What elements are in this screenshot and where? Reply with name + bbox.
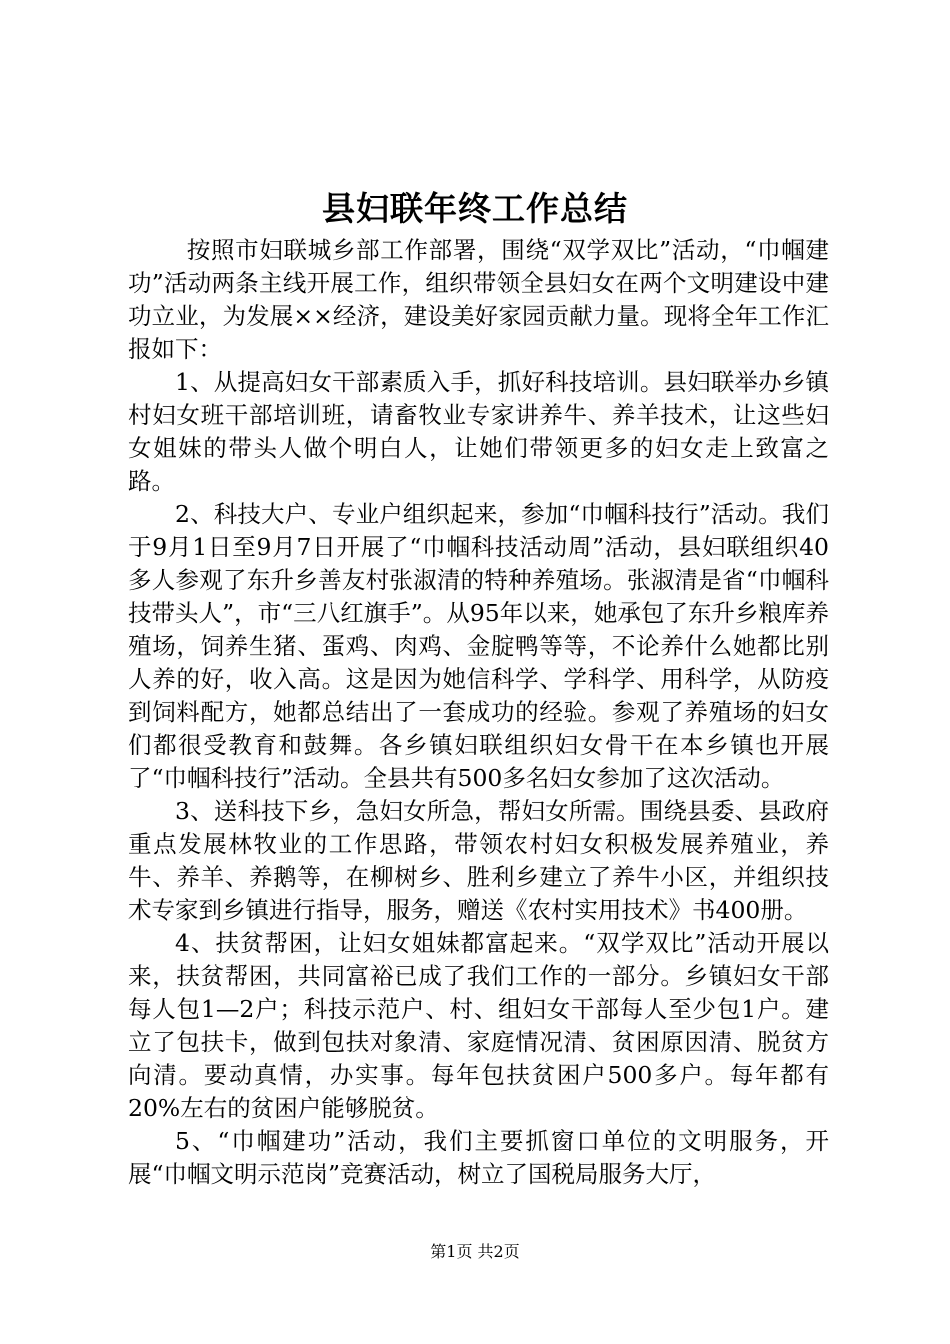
paragraph-item-3: 3、送科技下乡，急妇女所急，帮妇女所需。围绕县委、县政府重点发展林牧业的工作思路，带领农村妇女积极发展养殖业，养牛、养羊、养鹅等，在柳树乡、胜利乡建立了养牛小区，并组织技术专家到乡镇进行指导，服务，赠送《农村实用技术》书400册。 (128, 797, 829, 924)
page-number-footer: 第1页 共2页 (430, 1242, 520, 1261)
document-body (128, 234, 829, 1191)
paragraph-item-4: 4、扶贫帮困，让妇女姐妹都富起来。“双学双比”活动开展以来，扶贫帮困，共同富裕已成了我们工作的一部分。乡镇妇女干部每人包1—2户；科技示范户、村、组妇女干部每人至少包1户。建立了包扶卡，做到包扶对象清、家庭情况清、贫困原因清、脱贫方向清。要动真情，办实事。每年包扶贫困户500多户。每年都有20%左右的贫困户能够脱贫。 (128, 929, 829, 1122)
paragraph-intro: 按照市妇联城乡部工作部署，围绕“双学双比”活动，“巾帼建功”活动两条主线开展工作，组织带领全县妇女在两个文明建设中建功立业，为发展××经济，建设美好家园贡献力量。现将全年工作汇报如下： (128, 236, 829, 363)
document-title: 县妇联年终工作总结 (322, 189, 628, 228)
paragraph-item-5: 5、“巾帼建功”活动，我们主要抓窗口单位的文明服务，开展“巾帼文明示范岗”竞赛活动，树立了国税局服务大厅， (128, 1127, 829, 1188)
paragraph-item-1: 1、从提高妇女干部素质入手，抓好科技培训。县妇联举办乡镇村妇女班干部培训班，请畜牧业专家讲养牛、养羊技术，让这些妇女姐妹的带头人做个明白人，让她们带领更多的妇女走上致富之路。 (128, 368, 829, 495)
paragraph-item-2: 2、科技大户、专业户组织起来，参加“巾帼科技行”活动。我们于9月1日至9月7日开展了“巾帼科技活动周”活动，县妇联组织40多人参观了东升乡善友村张淑清的特种养殖场。张淑清是省“巾帼科技带头人”，市“三八红旗手”。从95年以来，她承包了东升乡粮库养殖场，饲养生猪、蛋鸡、肉鸡、金腚鸭等等，不论养什么她都比别人养的好，收入高。这是因为她信科学、学科学、用科学，从防疫到饲料配方，她都总结出了一套成功的经验。参观了养殖场的妇女们都很受教育和鼓舞。各乡镇妇联组织妇女骨干在本乡镇也开展了“巾帼科技行”活动。全县共有500多名妇女参加了这次活动。 (128, 500, 829, 792)
